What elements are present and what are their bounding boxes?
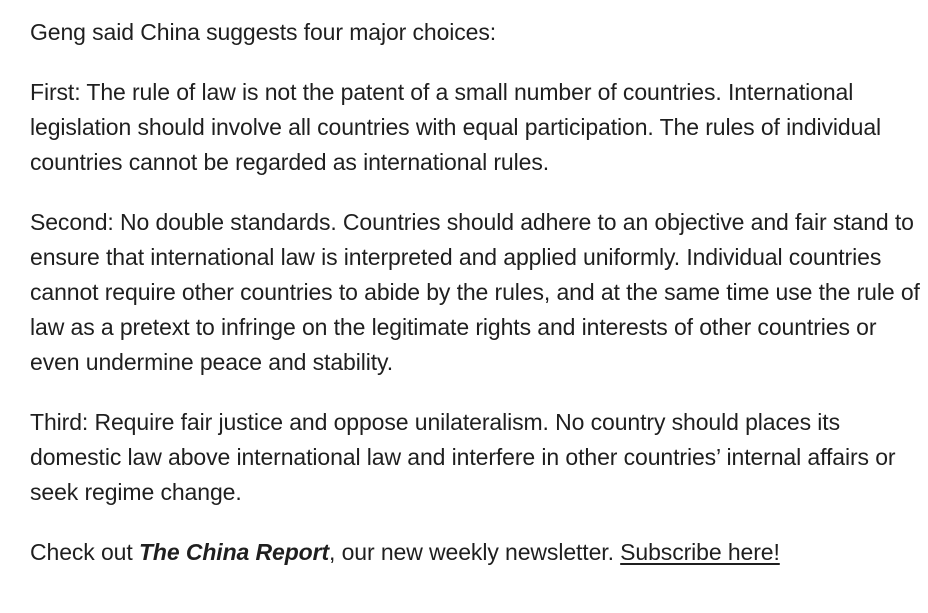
point-third-paragraph: Third: Require fair justice and oppose unilateralism. No country should places its domestic law above international law and interfere in other countries’ internal affairs or seek regime change.	[30, 409, 896, 505]
intro-paragraph: Geng said China suggests four major choices:	[30, 19, 497, 45]
newsletter-name: The China Report	[138, 539, 330, 565]
article-body	[30, 0, 928, 570]
promo-middle: , our new weekly newsletter.	[329, 539, 621, 565]
newsletter-promo	[30, 535, 928, 570]
point-first-paragraph: First: The rule of law is not the patent of a small number of countries. International legislation should involve all countries with equal participation. The rules of individual countries cannot be regarded as international rules.	[30, 79, 882, 175]
subscribe-link[interactable]: Subscribe here!	[620, 539, 780, 565]
point-second-paragraph: Second: No double standards. Countries should adhere to an objective and fair stand to ensure that international law is interpreted and applied uniformly. Individual countries cannot require other countries to abide by the rules, and at the same time use the rule of law as a pretext to infringe on the legitimate rights and interests of other countries or even undermine peace and stability.	[30, 209, 920, 375]
promo-prefix: Check out	[30, 539, 139, 565]
